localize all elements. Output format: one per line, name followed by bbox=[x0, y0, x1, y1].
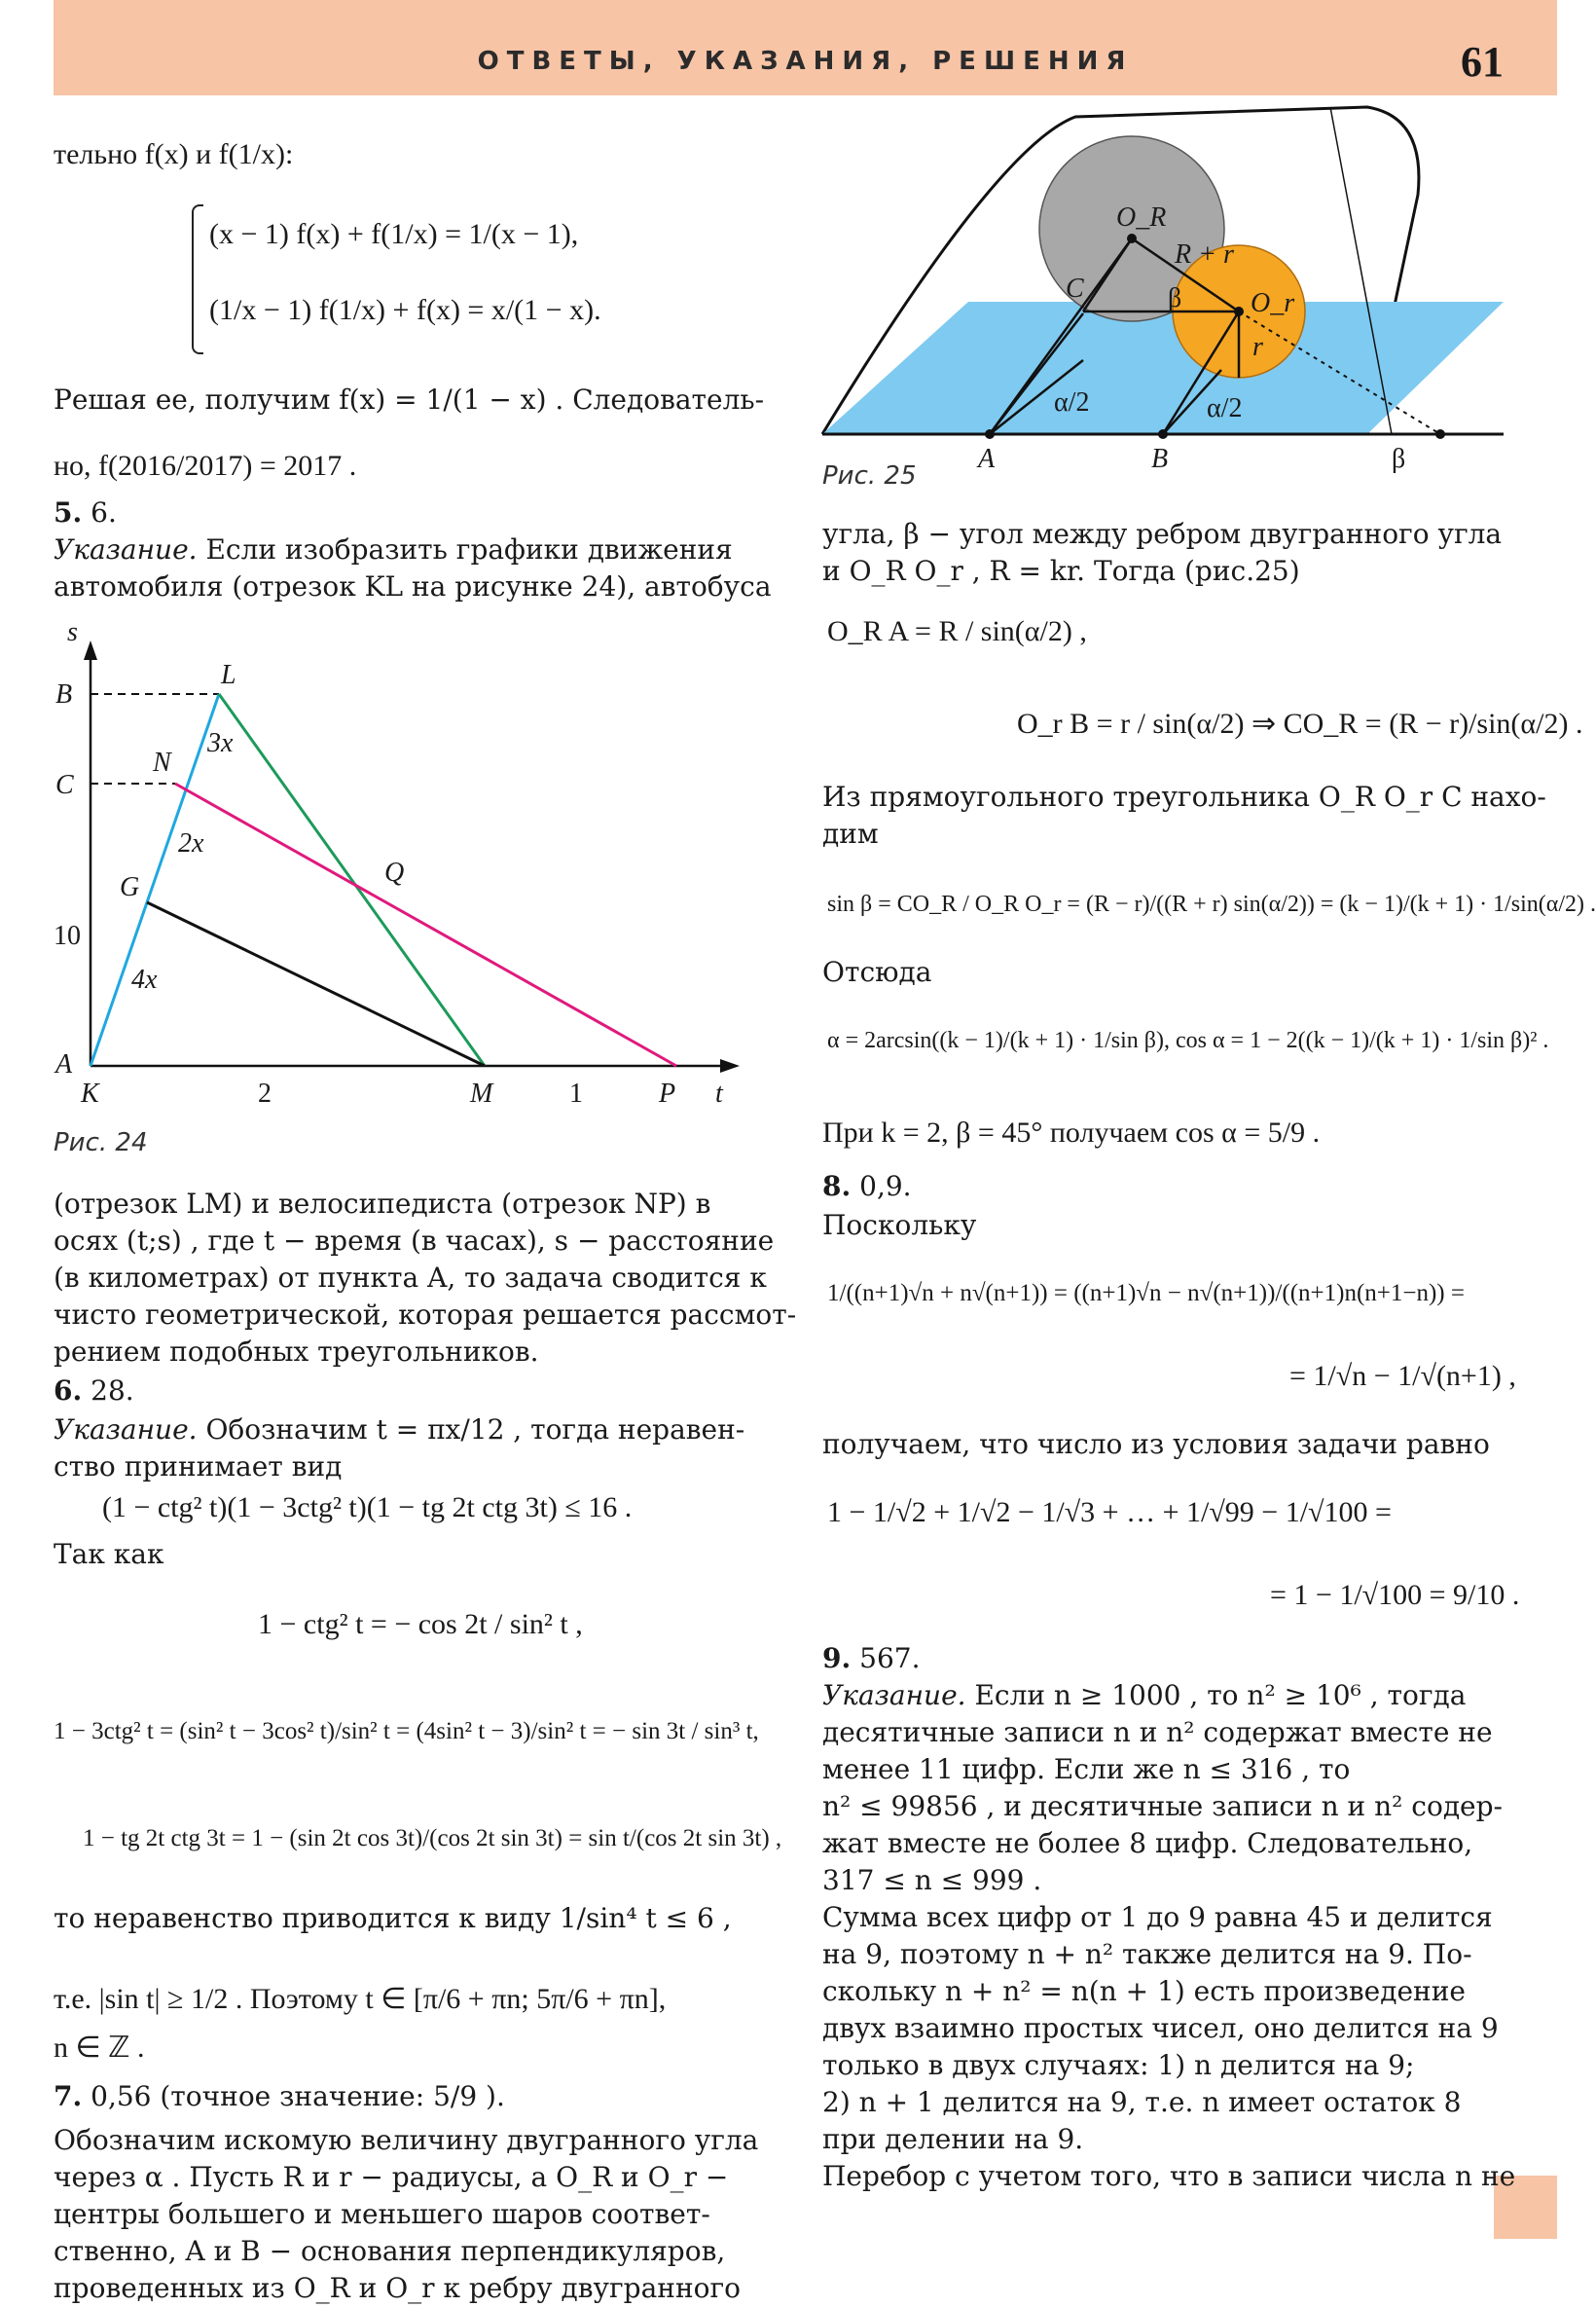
hint-text: Обозначим t = πx/12 , тогда неравен- bbox=[197, 1413, 745, 1446]
problem-number: 7. bbox=[54, 2080, 83, 2112]
text-line: при делении на 9. bbox=[822, 2123, 1084, 2155]
text-line: через α . Пусть R и r − радиусы, а O_R и O_r − bbox=[54, 2161, 729, 2193]
problem-5-number bbox=[54, 494, 117, 531]
text-line: но, f(2016/2017) = 2017 . bbox=[54, 450, 357, 482]
system-eq-1: (x − 1) f(x) + f(1/x) = 1/(x − 1), bbox=[209, 218, 579, 250]
text-line: 317 ≤ n ≤ 999 . bbox=[822, 1864, 1042, 1896]
equation-2: 1 − 3ctg² t = (sin² t − 3cos² t)/sin² t = (4sin² t − 3)/sin² t = − sin 3t / sin³ t, bbox=[54, 1718, 759, 1744]
label-C: C bbox=[55, 770, 74, 800]
label-OR: O_R bbox=[1116, 202, 1167, 233]
problem-number: 8. bbox=[822, 1170, 852, 1202]
equation-OR-A: O_R A = R / sin(α/2) , bbox=[827, 615, 1087, 647]
text-line: Обозначим искомую величину двугранного угла bbox=[54, 2124, 759, 2156]
text-line: то неравенство приводится к виду 1/sin⁴ t ≤ 6 , bbox=[54, 1902, 732, 1934]
plane bbox=[822, 302, 1504, 434]
label-A: A bbox=[978, 444, 996, 474]
figure-24 bbox=[54, 613, 754, 1119]
point-beta bbox=[1435, 429, 1445, 439]
text-line: центры большего и меньшего шаров соответ- bbox=[54, 2198, 710, 2230]
label-r: r bbox=[1252, 332, 1263, 362]
text-line: тельно f(x) и f(1/x): bbox=[54, 138, 294, 170]
text-line: (отрезок LM) и велосипедиста (отрезок NP) в bbox=[54, 1188, 711, 1220]
hint-label: Указание. bbox=[54, 533, 198, 566]
problem-9 bbox=[822, 1640, 920, 1677]
hint-label: Указание. bbox=[822, 1679, 966, 1711]
s-axis-arrow bbox=[84, 641, 97, 660]
equation-3: 1 − tg 2t ctg 3t = 1 − (sin 2t cos 3t)/(cos 2t sin 3t) = sin t/(cos 2t sin 3t) , bbox=[83, 1825, 782, 1851]
problem-6 bbox=[54, 1373, 134, 1410]
point-A bbox=[985, 429, 995, 439]
text-line: Так как bbox=[54, 1538, 164, 1570]
figure-24-caption: Рис. 24 bbox=[54, 1128, 148, 1157]
hint-line bbox=[54, 531, 733, 568]
text-line: получаем, что число из условия задачи равно bbox=[822, 1428, 1490, 1460]
label-K: K bbox=[81, 1079, 99, 1109]
point-Or bbox=[1234, 307, 1244, 316]
figure-25 bbox=[822, 107, 1523, 474]
equation-8b: = 1/√n − 1/√(n+1) , bbox=[1289, 1360, 1516, 1392]
text-line: двух взаимно простых чисел, оно делится на 9 bbox=[822, 2012, 1499, 2044]
label-beta: β bbox=[1168, 283, 1182, 313]
system-eq-2: (1/x − 1) f(1/x) + f(x) = x/(1 − x). bbox=[209, 294, 601, 326]
problem-7 bbox=[54, 2078, 505, 2115]
text-line: Решая ее, получим f(x) = 1/(1 − x) . Следователь- bbox=[54, 384, 765, 416]
label-t: t bbox=[715, 1079, 723, 1109]
hint-line bbox=[822, 1677, 1466, 1714]
label-2x: 2x bbox=[178, 828, 204, 859]
segment-GM bbox=[147, 902, 485, 1066]
problem-number: 6. bbox=[54, 1374, 83, 1407]
segment-NP bbox=[175, 784, 676, 1066]
text-line: n ∈ ℤ . bbox=[54, 2032, 145, 2064]
label-4x: 4x bbox=[131, 965, 158, 995]
label-A: A bbox=[55, 1049, 73, 1080]
text-line: угла, β − угол между ребром двугранного угла bbox=[822, 518, 1503, 550]
sum-8b: = 1 − 1/√100 = 9/10 . bbox=[1270, 1579, 1520, 1611]
system-brace bbox=[192, 204, 203, 354]
text-line: Поскольку bbox=[822, 1209, 977, 1241]
label-2: 2 bbox=[258, 1079, 272, 1109]
equation-sin-beta: sin β = CO_R / O_R O_r = (R − r)/((R + r) sin(α/2)) = (k − 1)/(k + 1) · 1/sin(α/2) . bbox=[827, 892, 1596, 917]
text-line: Сумма всех цифр от 1 до 9 равна 45 и делится bbox=[822, 1901, 1493, 1933]
text-line: скольку n + n² = n(n + 1) есть произведение bbox=[822, 1975, 1466, 2007]
text-line: автомобиля (отрезок KL на рисунке 24), автобуса bbox=[54, 570, 772, 603]
text-line: рением подобных треугольников. bbox=[54, 1336, 539, 1368]
text-line: чисто геометрической, которая решается рассмот- bbox=[54, 1299, 797, 1331]
label-alpha2-b: α/2 bbox=[1207, 393, 1243, 423]
label-C: C bbox=[1066, 274, 1084, 304]
label-Or: O_r bbox=[1251, 288, 1295, 318]
label-M: M bbox=[470, 1079, 493, 1109]
page-header bbox=[54, 0, 1557, 95]
answer: 6. bbox=[82, 496, 117, 529]
hint-text: Если изобразить графики движения bbox=[197, 533, 733, 566]
text-line: осях (t;s) , где t − время (в часах), s − расстояние bbox=[54, 1225, 775, 1257]
hint-label: Указание. bbox=[54, 1413, 198, 1446]
label-B: B bbox=[55, 679, 73, 710]
hint-text: Если n ≥ 1000 , то n² ≥ 10⁶ , тогда bbox=[965, 1679, 1467, 1711]
label-N: N bbox=[153, 748, 171, 778]
text-line: Отсюда bbox=[822, 956, 932, 988]
text-line: и O_R O_r , R = kr. Тогда (рис.25) bbox=[822, 555, 1300, 587]
answer: 0,56 (точное значение: 5/9 ). bbox=[82, 2080, 505, 2112]
text-line: проведенных из O_R и O_r к ребру двугранного bbox=[54, 2272, 741, 2304]
point-B bbox=[1158, 429, 1168, 439]
label-alpha2-a: α/2 bbox=[1054, 387, 1090, 418]
text-line: Из прямоугольного треугольника O_R O_r C нахо- bbox=[822, 781, 1546, 813]
answer: 567. bbox=[851, 1642, 921, 1674]
equation-1: 1 − ctg² t = − cos 2t / sin² t , bbox=[258, 1608, 583, 1640]
equation-8a: 1/((n+1)√n + n√(n+1)) = ((n+1)√n − n√(n+1))/((n+1)n(n+1−n)) = bbox=[827, 1280, 1465, 1306]
t-axis-arrow bbox=[720, 1059, 740, 1073]
label-s: s bbox=[67, 617, 78, 647]
header-title: ОТВЕТЫ, УКАЗАНИЯ, РЕШЕНИЯ bbox=[477, 47, 1134, 76]
label-G: G bbox=[120, 872, 140, 902]
figure-25-caption: Рис. 25 bbox=[822, 461, 917, 491]
sum-8a: 1 − 1/√2 + 1/√2 − 1/√3 + … + 1/√99 − 1/√100 = bbox=[827, 1496, 1392, 1528]
point-OR bbox=[1127, 234, 1137, 243]
answer: 28. bbox=[82, 1374, 134, 1407]
text-line: только в двух случаях: 1) n делится на 9; bbox=[822, 2049, 1415, 2081]
text-line: дим bbox=[822, 818, 879, 850]
text-line: 2) n + 1 делится на 9, т.е. n имеет остаток 8 bbox=[822, 2086, 1462, 2118]
answer: 0,9. bbox=[851, 1170, 912, 1202]
text-line: менее 11 цифр. Если же n ≤ 316 , то bbox=[822, 1753, 1351, 1785]
text-line: на 9, поэтому n + n² также делится на 9. По- bbox=[822, 1938, 1472, 1970]
label-1: 1 bbox=[569, 1079, 583, 1109]
text-line: десятичные записи n и n² содержат вместе не bbox=[822, 1716, 1493, 1748]
problem-number: 9. bbox=[822, 1642, 852, 1674]
text-line: ственно, A и B − основания перпендикуляров, bbox=[54, 2235, 726, 2267]
text-line: Перебор с учетом того, что в записи числа n не bbox=[822, 2160, 1516, 2192]
text-line: т.е. |sin t| ≥ 1/2 . Поэтому t ∈ [π/6 + πn; 5π/6 + πn], bbox=[54, 1983, 667, 2015]
label-Q: Q bbox=[384, 858, 405, 888]
equation-Or-B: O_r B = r / sin(α/2) ⇒ CO_R = (R − r)/sin(α/2) . bbox=[1017, 708, 1583, 740]
hint-line bbox=[54, 1411, 744, 1448]
problem-number: 5. bbox=[54, 496, 83, 529]
label-B: B bbox=[1151, 444, 1169, 474]
text-line: (в километрах) от пункта A, то задача сводится к bbox=[54, 1262, 767, 1294]
text-line: При k = 2, β = 45° получаем cos α = 5/9 . bbox=[822, 1117, 1321, 1149]
label-R-plus-r: R + r bbox=[1175, 239, 1234, 270]
page-number: 61 bbox=[1461, 38, 1504, 86]
label-L: L bbox=[221, 660, 236, 690]
text-line: ство принимает вид bbox=[54, 1450, 343, 1483]
label-3x: 3x bbox=[207, 728, 234, 758]
equation-alpha: α = 2arcsin((k − 1)/(k + 1) · 1/sin β), cos α = 1 − 2((k − 1)/(k + 1) · 1/sin β)² . bbox=[827, 1028, 1549, 1053]
segment-LM bbox=[219, 694, 485, 1066]
label-beta2: β bbox=[1392, 444, 1406, 474]
inequality: (1 − ctg² t)(1 − 3ctg² t)(1 − tg 2t ctg 3t) ≤ 16 . bbox=[102, 1491, 633, 1523]
label-P: P bbox=[659, 1079, 676, 1109]
text-line: n² ≤ 99856 , и десятичные записи n и n² содер- bbox=[822, 1790, 1504, 1822]
text-line: жат вместе не более 8 цифр. Следовательно, bbox=[822, 1827, 1473, 1859]
label-10: 10 bbox=[54, 921, 81, 951]
problem-8 bbox=[822, 1168, 912, 1205]
